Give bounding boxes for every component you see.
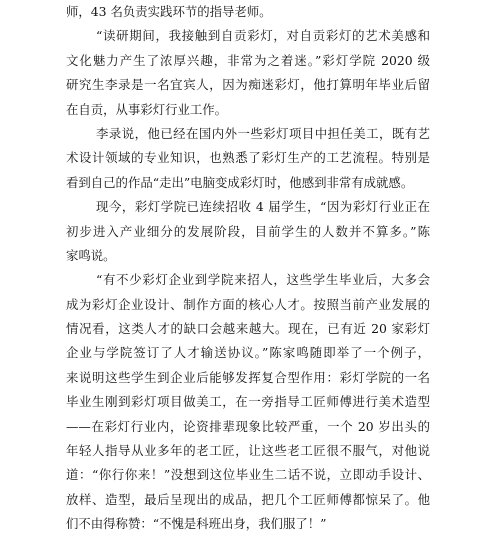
text-line: 放样、造型，最后呈现出的成品，把几个工匠师傅都惊呆了。他: [66, 491, 430, 507]
text-line: 毕业生刚到彩灯项目做美工，在一旁指导工匠师傅进行美术造型: [66, 394, 430, 410]
paragraph: [66, 122, 430, 195]
text-line: 们不由得称赞：“不愧是科班出身，我们服了！”: [66, 516, 327, 532]
text-line: 看到自己的作品“走出”电脑变成彩灯时，他感到非常有成就感。: [66, 174, 414, 190]
text-line: 年轻人指导从业多年的老工匠，让这些老工匠很不服气，对他说: [66, 443, 430, 459]
text-line: 李录说，他已经在国内外一些彩灯项目中担任美工，既有艺: [96, 125, 430, 141]
text-line: 研究生李录是一名宜宾人，因为痴迷彩灯，他打算明年毕业后留: [66, 77, 430, 93]
text-line: 文化魅力产生了浓厚兴趣，非常为之着迷。”彩灯学院 2020 级: [66, 52, 430, 68]
paragraph: [66, 268, 430, 536]
document-page: [66, 0, 430, 537]
text-line: 师，43 名负责实践环节的指导老师。: [66, 4, 272, 19]
text-line: 在自贡，从事彩灯行业工作。: [66, 101, 228, 117]
text-line: “有不少彩灯企业到学院来招人，这些学生毕业后，大多会: [96, 272, 430, 288]
text-line: 情况看，这类人才的缺口会越来越大。现在，已有近 20 家彩灯: [66, 321, 430, 337]
text-line: 企业与学院签订了人才输送协议。”陈家鸣随即举了一个例子，: [66, 345, 430, 361]
text-line: 道：“你行你来！”没想到这位毕业生二话不说，立即动手设计、: [66, 467, 430, 483]
text-line: 初步进入产业细分的发展阶段，目前学生的人数并不算多。”陈: [66, 223, 430, 239]
text-line: 现今，彩灯学院已连续招收 4 届学生，“因为彩灯行业正在: [96, 199, 430, 215]
paragraph: [66, 0, 430, 24]
text-line: 家鸣说。: [66, 247, 116, 263]
text-line: “读研期间，我接触到自贡彩灯，对自贡彩灯的艺术美感和: [96, 28, 430, 44]
paragraph: [66, 24, 430, 122]
text-line: 术设计领域的专业知识，也熟悉了彩灯生产的工艺流程。特别是: [66, 150, 430, 166]
text-line: 来说明这些学生到企业后能够发挥复合型作用：彩灯学院的一名: [66, 369, 430, 385]
text-line: ——在彩灯行业内，论资排辈现象比较严重，一个 20 岁出头的: [66, 418, 430, 434]
paragraph: [66, 195, 430, 268]
text-line: 成为彩灯企业设计、制作方面的核心人才。按照当前产业发展的: [66, 296, 430, 312]
